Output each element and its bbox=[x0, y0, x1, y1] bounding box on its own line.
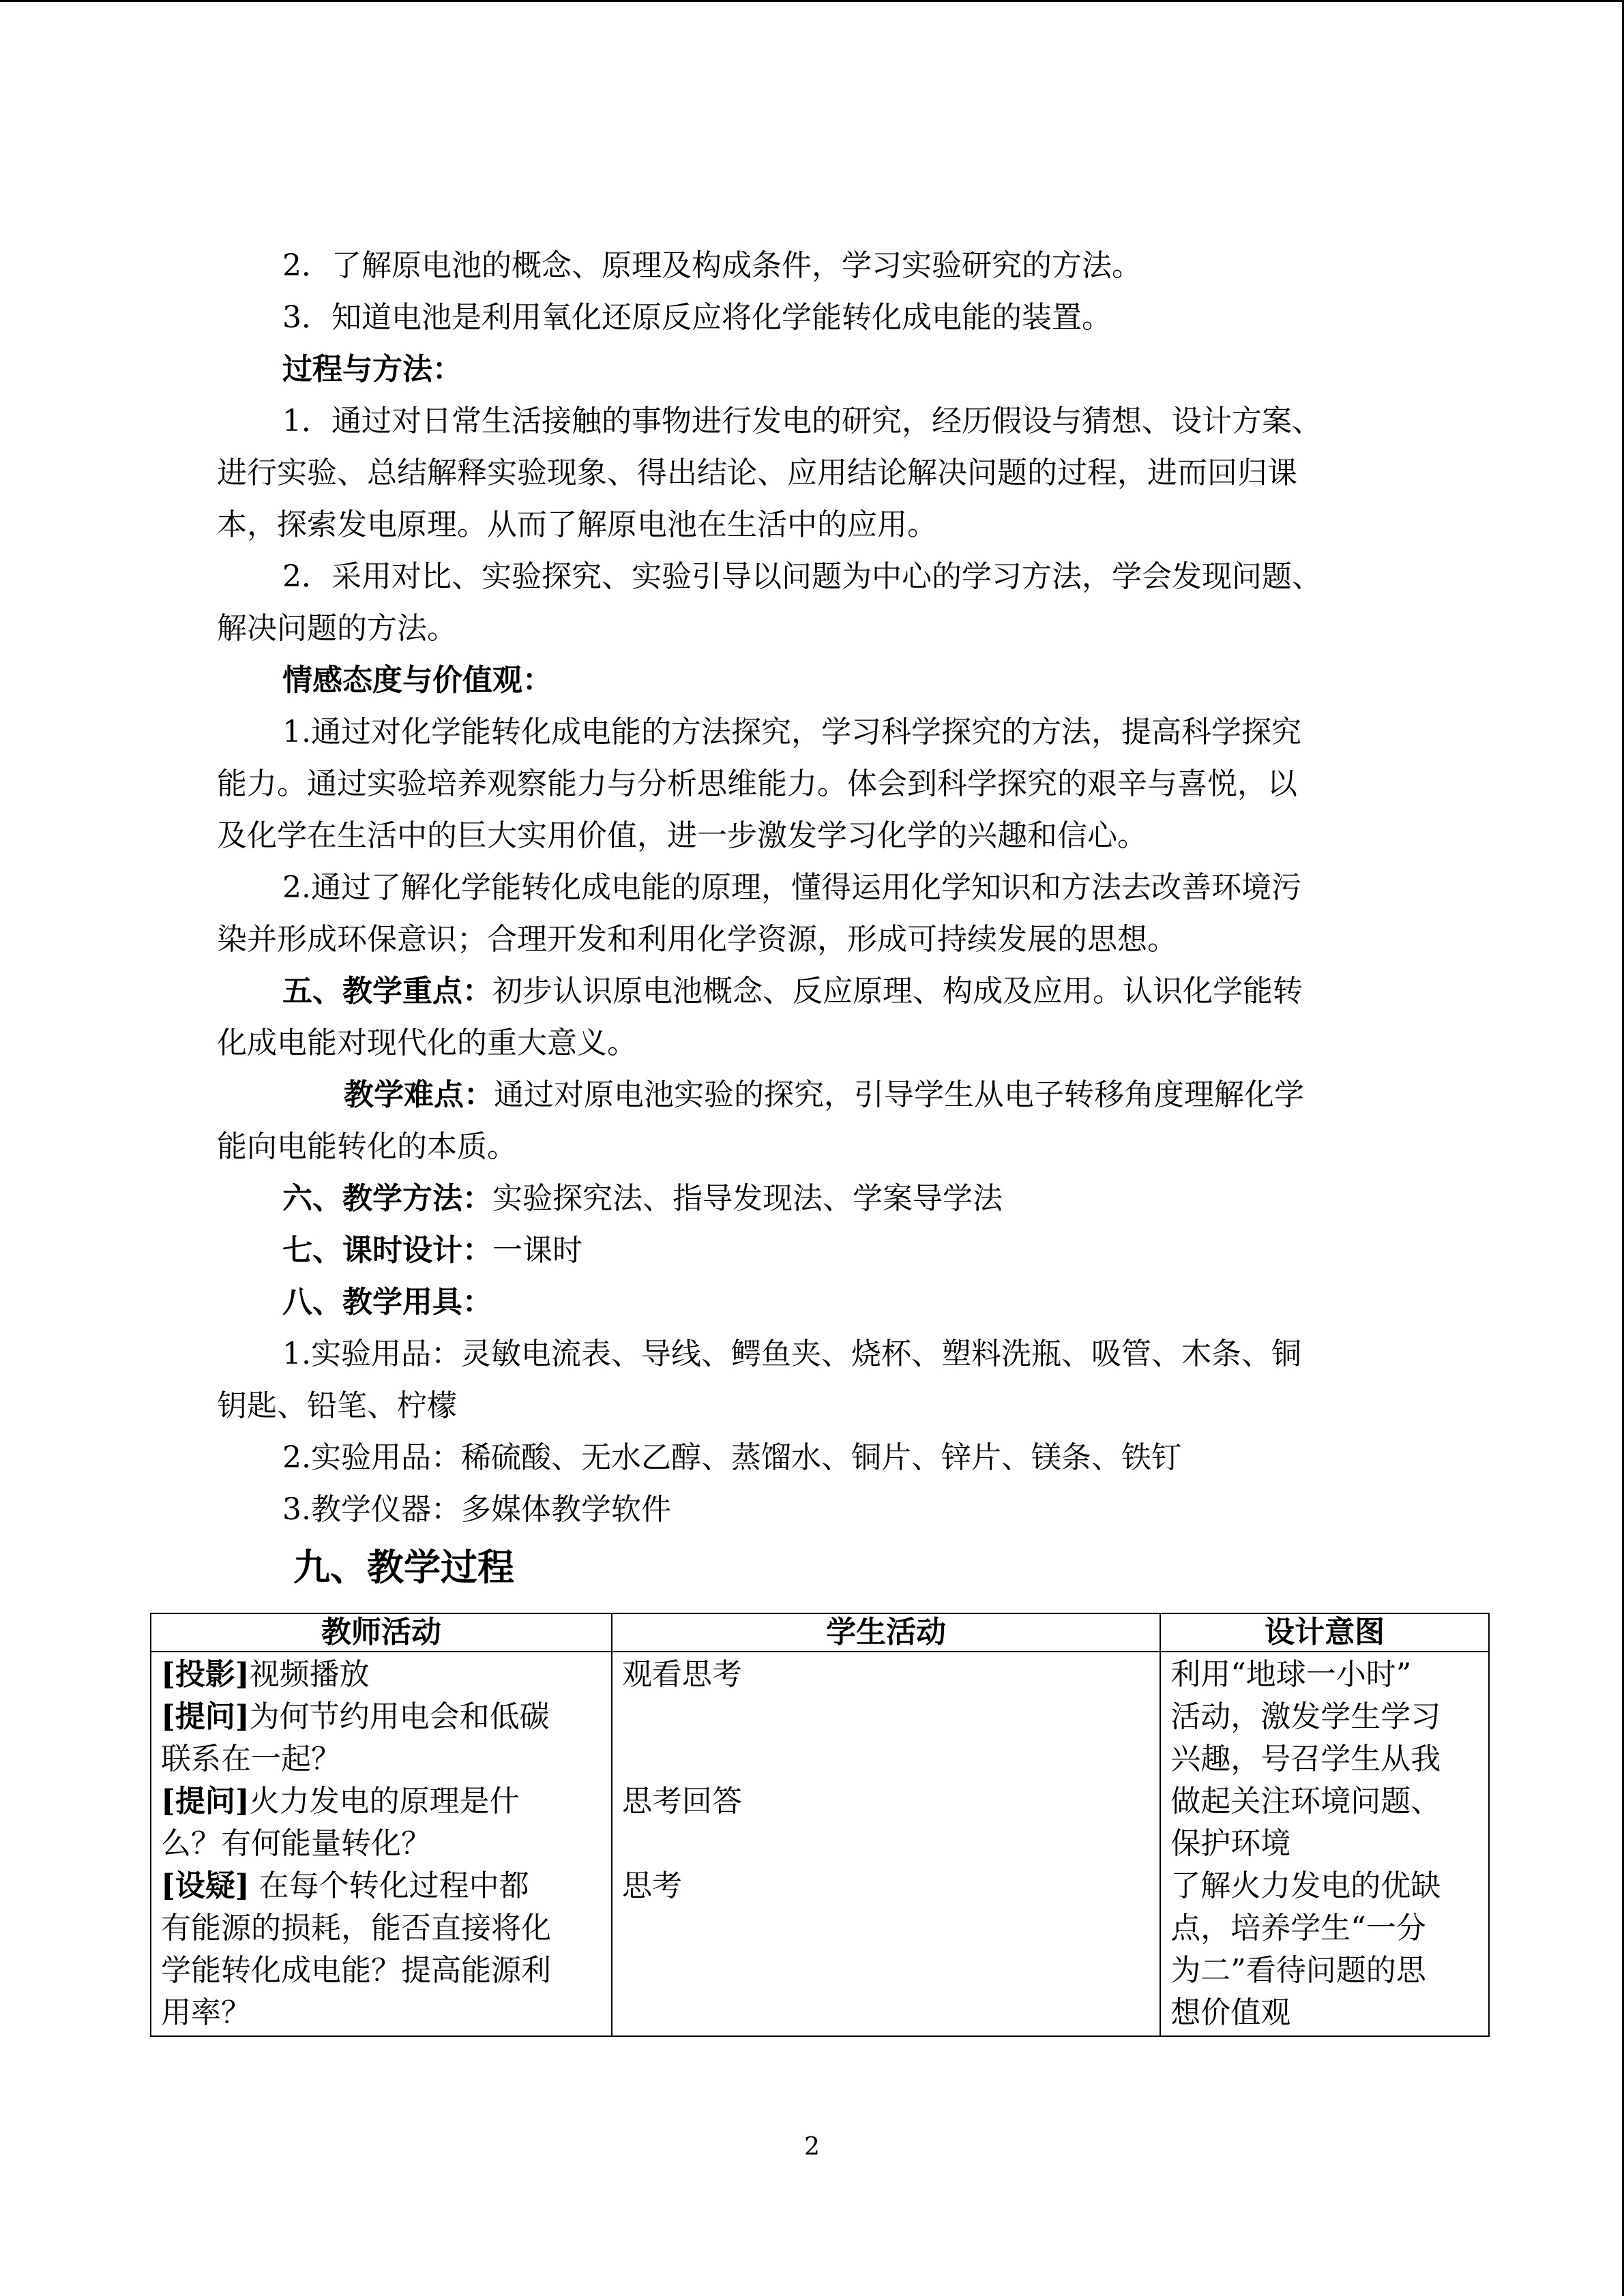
section-title-teaching-process: 九、教学过程 bbox=[293, 1545, 514, 1589]
design-text: 为二”看待问题的思 bbox=[1170, 1953, 1426, 1988]
design-text: 了解火力发电的优缺 bbox=[1170, 1868, 1441, 1903]
tag-doubt: [设疑] bbox=[161, 1868, 250, 1903]
tools-item1-l2: 钥匙、铅笔、柠檬 bbox=[217, 1388, 457, 1423]
tools-item2: 2.实验用品：稀硫酸、无水乙醇、蒸馏水、铜片、锌片、镁条、铁钉 bbox=[282, 1440, 1181, 1475]
process-method-p2-l2: 解决问题的方法。 bbox=[217, 611, 457, 646]
key-points-l1 bbox=[217, 966, 1397, 1017]
design-text: 点，培养学生“一分 bbox=[1170, 1911, 1426, 1945]
teacher-text: 在每个转化过程中都 bbox=[249, 1868, 529, 1903]
emotion-p2-l1: 2.通过了解化学能转化成电能的原理，懂得运用化学知识和方法去改善环境污 bbox=[282, 870, 1301, 905]
objective-3: 3．知道电池是利用氧化还原反应将化学能转化成电能的装置。 bbox=[282, 300, 1112, 335]
heading-process-method: 过程与方法： bbox=[282, 352, 462, 387]
teacher-text: 火力发电的原理是什 bbox=[249, 1784, 520, 1819]
header-teacher: 教师活动 bbox=[151, 1613, 612, 1652]
methods-text: 实验探究法、指导发现法、学案导学法 bbox=[492, 1181, 1003, 1216]
teacher-text: 为何节约用电会和低碳 bbox=[249, 1699, 550, 1734]
process-method-p1-l2: 进行实验、总结解释实验现象、得出结论、应用结论解决问题的过程，进而回归课 bbox=[217, 456, 1297, 490]
teacher-text: 么？有何能量转化？ bbox=[161, 1826, 431, 1861]
design-text: 保护环境 bbox=[1170, 1826, 1291, 1861]
student-item-3: 思考 bbox=[621, 1868, 682, 1903]
design-text: 做起关注环境问题、 bbox=[1170, 1784, 1441, 1819]
teaching-process-table bbox=[150, 1613, 1490, 2037]
tag-question: [提问] bbox=[161, 1699, 250, 1734]
spacer bbox=[622, 1738, 1150, 1780]
design-intent-cell bbox=[1160, 1652, 1489, 2036]
spacer bbox=[622, 1823, 1150, 1865]
design-text: 活动，激发学生学习 bbox=[1170, 1699, 1441, 1734]
header-student: 学生活动 bbox=[612, 1613, 1160, 1652]
objective-2: 2．了解原电池的概念、原理及构成条件，学习实验研究的方法。 bbox=[282, 248, 1142, 283]
emotion-p1-l2: 能力。通过实验培养观察能力与分析思维能力。体会到科学探究的艰辛与喜悦，以 bbox=[217, 766, 1297, 801]
student-item-1: 观看思考 bbox=[621, 1657, 742, 1692]
teacher-item-4 bbox=[161, 1865, 602, 1907]
tag-question: [提问] bbox=[161, 1784, 250, 1819]
page-top-border bbox=[0, 0, 1624, 2]
key-points-label: 五、教学重点： bbox=[282, 974, 492, 1009]
teacher-text: 视频播放 bbox=[249, 1657, 370, 1692]
design-text: 兴趣，号召学生从我 bbox=[1170, 1742, 1441, 1776]
document-body bbox=[217, 240, 1397, 1536]
teacher-item-3 bbox=[161, 1780, 602, 1823]
process-method-p1-l1: 1．通过对日常生活接触的事物进行发电的研究，经历假设与猜想、设计方案、 bbox=[282, 404, 1322, 438]
student-activity-cell bbox=[612, 1652, 1160, 2036]
methods-label: 六、教学方法： bbox=[282, 1181, 492, 1216]
design-text: 想价值观 bbox=[1170, 1995, 1291, 2030]
key-points-l2: 化成电能对现代化的重大意义。 bbox=[217, 1026, 637, 1060]
difficulty-label: 教学难点： bbox=[344, 1077, 494, 1112]
heading-emotion: 情感态度与价值观： bbox=[282, 663, 552, 698]
tools-item3: 3.教学仪器：多媒体教学软件 bbox=[282, 1492, 671, 1527]
process-method-p2-l1: 2．采用对比、实验探究、实验引导以问题为中心的学习方法，学会发现问题、 bbox=[282, 559, 1322, 594]
schedule-text: 一课时 bbox=[492, 1233, 582, 1268]
emotion-p1-l3: 及化学在生活中的巨大实用价值，进一步激发学习化学的兴趣和信心。 bbox=[217, 818, 1147, 853]
header-design: 设计意图 bbox=[1160, 1613, 1489, 1652]
process-method-p1-l3: 本，探索发电原理。从而了解原电池在生活中的应用。 bbox=[217, 507, 937, 542]
tools-item1-l1: 1.实验用品：灵敏电流表、导线、鳄鱼夹、烧杯、塑料洗瓶、吸管、木条、铜 bbox=[282, 1337, 1301, 1371]
teacher-text: 学能转化成电能？提高能源利 bbox=[161, 1953, 551, 1988]
emotion-p1-l1: 1.通过对化学能转化成电能的方法探究，学习科学探究的方法，提高科学探究 bbox=[282, 715, 1301, 749]
schedule-label: 七、课时设计： bbox=[282, 1233, 492, 1268]
table-row bbox=[151, 1652, 1489, 2036]
tag-projection: [投影] bbox=[161, 1657, 250, 1692]
teacher-text: 联系在一起？ bbox=[161, 1742, 341, 1776]
teacher-text: 用率？ bbox=[161, 1995, 251, 2030]
teacher-activity-cell bbox=[151, 1652, 612, 2036]
teacher-text: 有能源的损耗，能否直接将化 bbox=[161, 1911, 551, 1945]
difficulty-text: 通过对原电池实验的探究，引导学生从电子转移角度理解化学 bbox=[494, 1077, 1304, 1112]
schedule-line bbox=[217, 1225, 1397, 1277]
tools-heading: 八、教学用具： bbox=[282, 1285, 492, 1320]
table-header-row bbox=[151, 1613, 1489, 1652]
design-text: 利用“地球一小时” bbox=[1170, 1657, 1412, 1692]
spacer bbox=[622, 1696, 1150, 1738]
teacher-item-2 bbox=[161, 1696, 602, 1738]
difficulty-l1 bbox=[217, 1069, 1397, 1121]
key-points-text: 初步认识原电池概念、反应原理、构成及应用。认识化学能转 bbox=[492, 974, 1303, 1009]
difficulty-l2: 能向电能转化的本质。 bbox=[217, 1129, 517, 1164]
teacher-item-1 bbox=[161, 1654, 602, 1696]
page-number: 2 bbox=[804, 2133, 820, 2161]
emotion-p2-l2: 染并形成环保意识；合理开发和利用化学资源，形成可持续发展的思想。 bbox=[217, 922, 1177, 957]
student-item-2: 思考回答 bbox=[621, 1784, 742, 1819]
methods-line bbox=[217, 1173, 1397, 1225]
